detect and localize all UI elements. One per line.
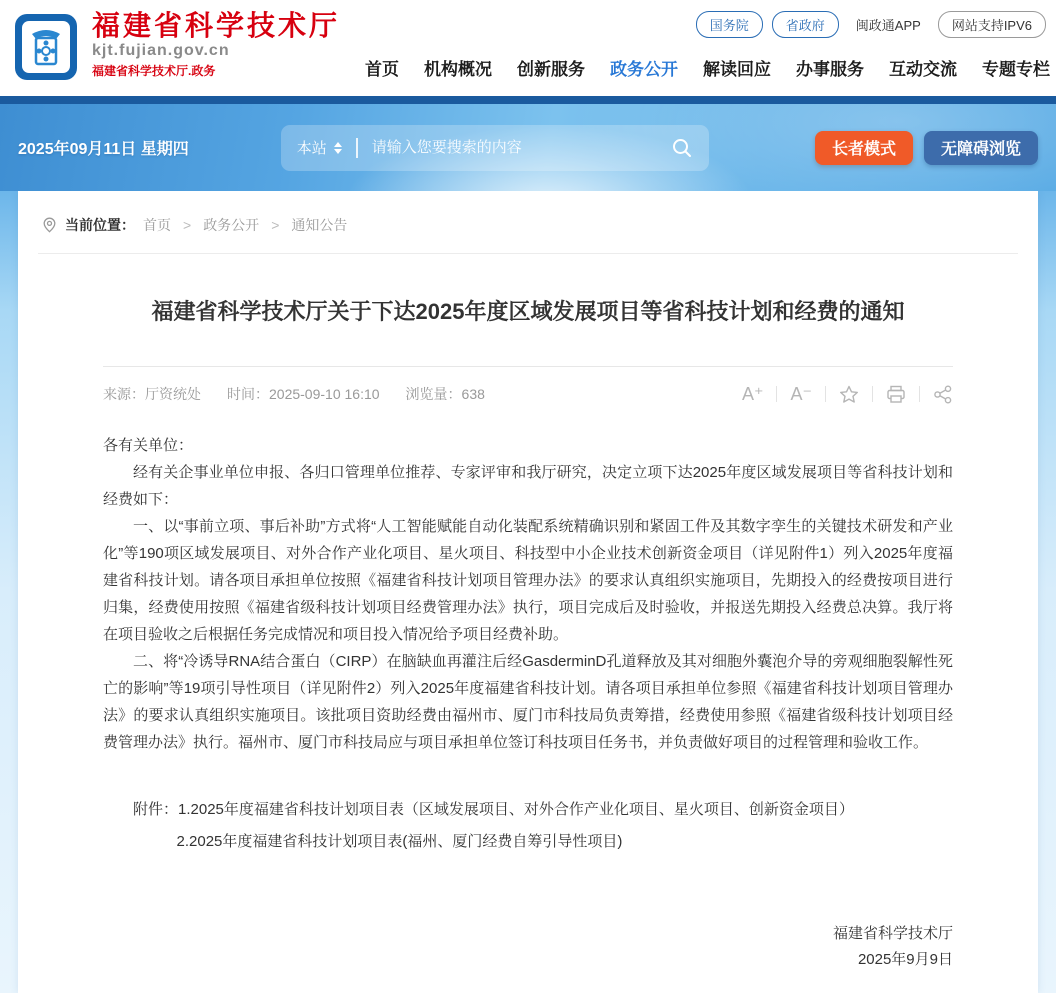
- breadcrumb: [18, 191, 1038, 253]
- search-icon: [671, 137, 693, 159]
- meta-source: 来源：厅资统处: [103, 386, 201, 402]
- attachment-1: 附件：1.2025年度福建省科技计划项目表（区域发展项目、对外合作产业化项目、星火项目、创新资金项目）: [133, 801, 854, 818]
- meta-views: 浏览量：638: [405, 386, 485, 402]
- attachment-2: 2.2025年度福建省科技计划项目表(福州、厦门经费自筹引导性项目): [176, 833, 623, 850]
- page-background: [0, 191, 1056, 993]
- favorite-button[interactable]: [839, 385, 859, 404]
- paragraph: 一、以“事前立项、事后补助”方式将“人工智能赋能自动化装配系统精确识别和紧固工件及其数字孪生的关键技术研发和产业化”等190项区域发展项目、对外合作产业化项目、星火项目、科技型中小企业技术创新资金项目（详见附件1）列入2025年度福建省科技计划。请各项目承担单位按照《福建省科技计划项目管理办法》的要求认真组织实施项目，先期投入的经费按项目进行归集，经费使用按照《福建省级科技计划项目经费管理办法》执行，项目完成后及时验收，并报送先期投入经费总决算。我厅将在项目验收之后根据任务完成情况和项目投入情况给予项目经费补助。: [103, 518, 953, 643]
- site-logo: [14, 10, 78, 84]
- site-gov-tag: 福建省科学技术厅.政务: [92, 64, 216, 78]
- accessibility-button[interactable]: 无障碍浏览: [924, 131, 1038, 165]
- location-pin-icon: [42, 217, 57, 234]
- breadcrumb-item-gov-disclosure[interactable]: 政务公开: [203, 217, 260, 233]
- share-icon: [933, 385, 953, 404]
- search-divider: [356, 138, 358, 158]
- breadcrumb-item-home[interactable]: 首页: [143, 217, 171, 233]
- attachments: [103, 796, 953, 855]
- site-domain: kjt.fujian.gov.cn: [92, 42, 230, 59]
- breadcrumb-item-notices[interactable]: 通知公告: [291, 217, 348, 233]
- breadcrumb-label: 当前位置：: [65, 217, 135, 233]
- banner: [0, 104, 1056, 191]
- printer-icon: [886, 385, 906, 404]
- nav-item-home[interactable]: 首页: [365, 60, 399, 79]
- ipv6-badge: 网站支持IPV6: [938, 11, 1046, 38]
- signature-date: 2025年9月9日: [857, 951, 953, 968]
- main-nav: [365, 55, 1050, 80]
- signature-name: 福建省科学技术厅: [832, 925, 953, 942]
- search-box: [281, 125, 709, 171]
- site-name: 福建省科学技术厅: [92, 10, 341, 41]
- breadcrumb-divider: [38, 253, 1018, 254]
- breadcrumb-separator: >: [183, 217, 192, 233]
- nav-item-special-topics[interactable]: 专题专栏: [982, 60, 1050, 79]
- site-logo-icon: [14, 10, 78, 84]
- font-decrease-button[interactable]: A⁻: [790, 384, 812, 404]
- breadcrumb-separator: >: [271, 217, 280, 233]
- elder-mode-button[interactable]: 长者模式: [815, 131, 913, 165]
- nav-item-services[interactable]: 办事服务: [796, 60, 864, 79]
- search-input[interactable]: [372, 139, 671, 156]
- current-date: 2025年09月11日 星期四: [18, 141, 189, 158]
- share-button[interactable]: [933, 385, 953, 404]
- site-brand: [92, 11, 340, 80]
- search-button[interactable]: [671, 137, 693, 159]
- content-card: [18, 191, 1038, 993]
- article-title: 福建省科学技术厅关于下达2025年度区域发展项目等省科技计划和经费的通知: [151, 299, 905, 324]
- paragraph: 二、将“冷诱导RNA结合蛋白（CIRP）在脑缺血再灌注后经GasderminD孔道释放及其对细胞外囊泡介导的旁观细胞裂解性死亡的影响”等19项引导性项目（详见附件2）列入2025年度福建省科技计划。请各项目承担单位参照《福建省科技计划项目管理办法》的要求认真组织实施项目。该批项目资助经费由福州市、厦门市科技局负责筹措，经费使用参照《福建省级科技计划项目经费管理办法》执行。福州市、厦门市科技局应与项目承担单位签订科技项目任务书，并负责做好项目的过程管理和验收工作。: [103, 653, 953, 751]
- search-scope-select[interactable]: [297, 137, 342, 158]
- banner-top-strip: [0, 96, 1056, 104]
- article: [18, 296, 1038, 993]
- salutation: 各有关单位：: [103, 437, 194, 454]
- quick-links: [696, 11, 1046, 38]
- article-meta-row: [103, 367, 953, 418]
- font-increase-button[interactable]: A⁺: [741, 384, 764, 404]
- minzhengtong-app-link[interactable]: 闽政通APP: [855, 18, 921, 33]
- nav-item-interaction[interactable]: 互动交流: [889, 60, 957, 79]
- search-scope-label: 本站: [296, 140, 327, 157]
- nav-item-innovation-services[interactable]: 创新服务: [517, 60, 585, 79]
- star-icon: [839, 385, 859, 404]
- scope-updown-icon: [334, 142, 342, 154]
- print-button[interactable]: [886, 385, 906, 404]
- meta-time: 时间：2025-09-10 16:10: [227, 386, 380, 402]
- article-tools: [742, 385, 953, 404]
- article-body: [103, 432, 953, 993]
- provincial-gov-link[interactable]: 省政府: [772, 11, 839, 38]
- nav-item-org-overview[interactable]: 机构概况: [424, 60, 492, 79]
- nav-item-gov-disclosure[interactable]: 政务公开: [610, 60, 678, 79]
- signature-block: [103, 921, 953, 993]
- nav-item-interpretation[interactable]: 解读回应: [703, 60, 771, 79]
- state-council-link[interactable]: 国务院: [696, 11, 763, 38]
- paragraph: 经有关企事业单位申报、各归口管理单位推荐、专家评审和我厅研究，决定立项下达2025年度区域发展项目等省科技计划和经费如下：: [103, 464, 953, 508]
- site-header: [0, 0, 1056, 96]
- article-meta: [103, 384, 485, 404]
